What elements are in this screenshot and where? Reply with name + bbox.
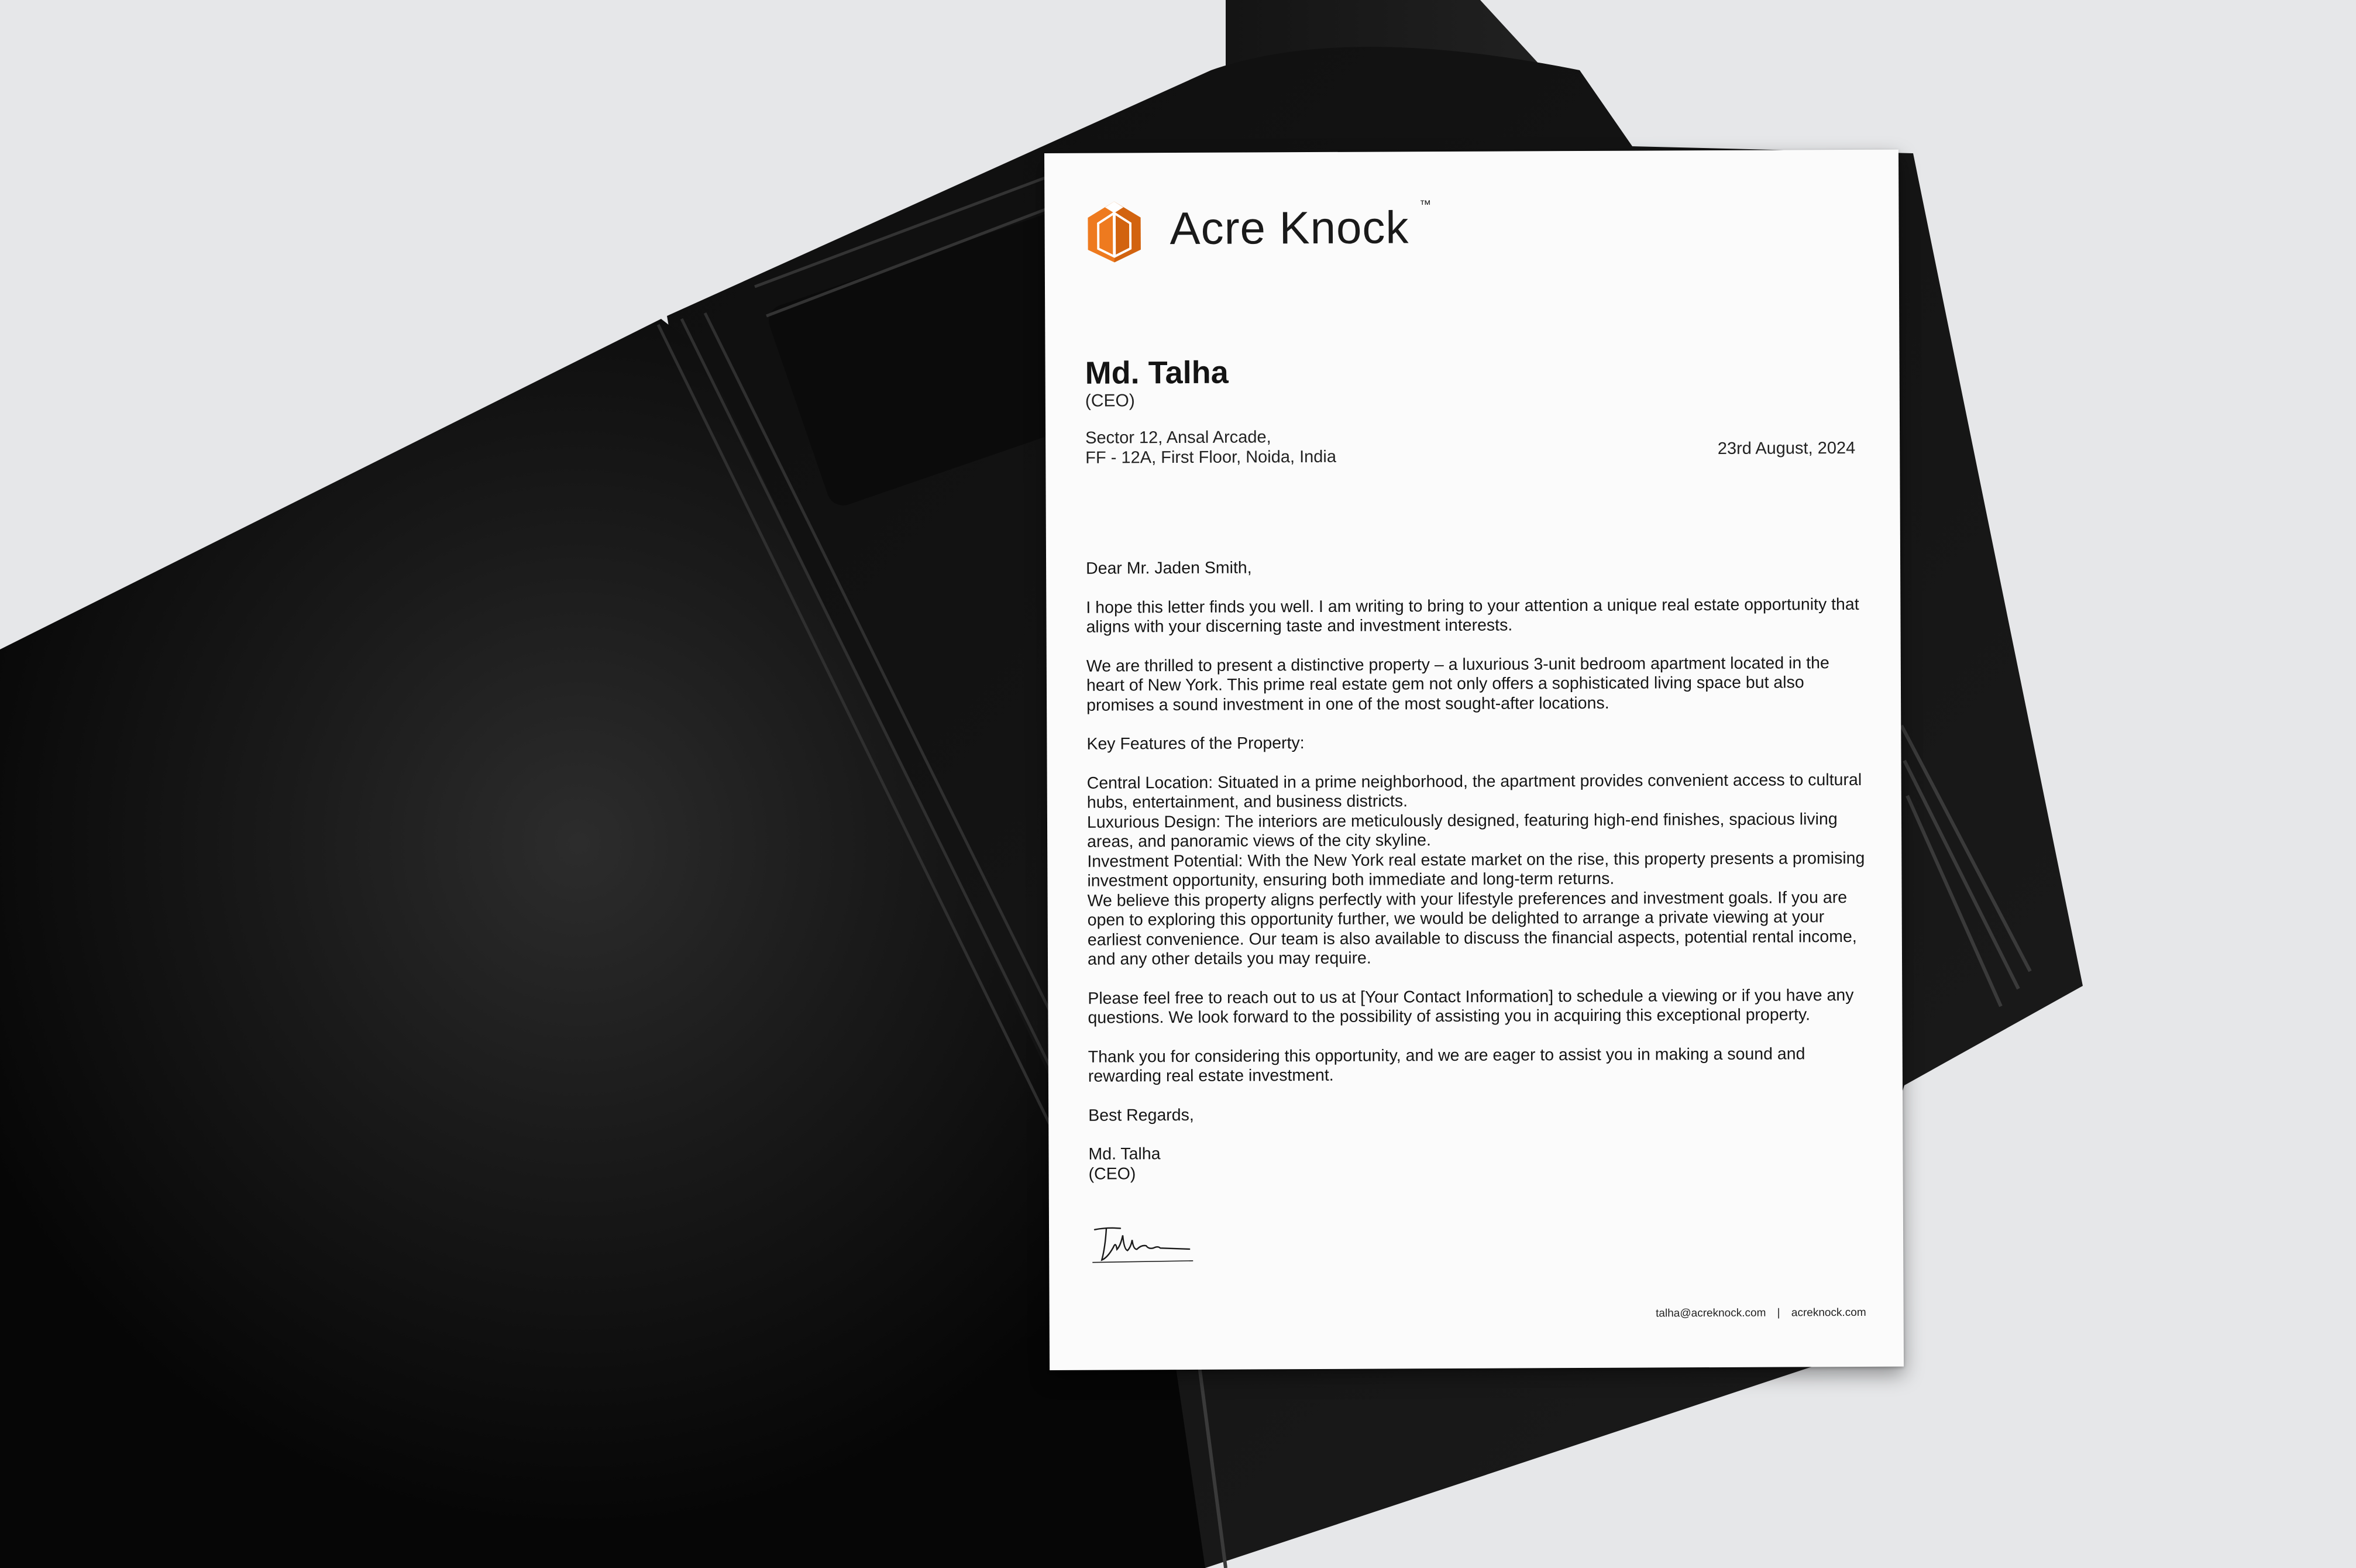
sender-title: (CEO) — [1085, 391, 1135, 411]
letter-body — [1086, 556, 1867, 1184]
letter-sheet — [1044, 150, 1904, 1370]
paragraph-property: We are thrilled to present a distinctive property – a luxurious 3-unit bedroom apartment located in the heart of New York. This prime real estate gem not only offers a sophisticated living space but also promises a sound investment in one of the most sought-after locations. — [1086, 653, 1829, 715]
footer-website: acreknock.com — [1791, 1306, 1866, 1319]
handwritten-signature — [1090, 1223, 1195, 1271]
feature-investment-potential: Investment Potential: With the New York real estate market on the rise, this property presents a promising investment opportunity, ensuring both immediate and long-term returns. — [1087, 848, 1865, 890]
salutation: Dear Mr. Jaden Smith, — [1086, 558, 1252, 578]
paragraph-thanks: Thank you for considering this opportunity, and we are eager to assist you in making a sound and rewarding real estate investment. — [1088, 1044, 1805, 1086]
paragraph-contact: Please feel free to reach out to us at [Your Contact Information] to schedule a viewing or if you have any questions. We look forward to the possibility of assisting you in acquiring this exceptional property. — [1088, 985, 1854, 1027]
address-line-1: Sector 12, Ansal Arcade, — [1085, 428, 1271, 448]
footer-email: talha@acreknock.com — [1656, 1306, 1766, 1320]
paragraph-intro: I hope this letter finds you well. I am writing to bring to your attention a unique real estate opportunity that aligns with your discerning taste and investment interests. — [1086, 594, 1859, 637]
closing: Best Regards, — [1088, 1105, 1194, 1125]
letter-footer — [1656, 1306, 1866, 1321]
paragraph-viewing: We believe this property aligns perfectly with your lifestyle preferences and investment goals. If you are open to exploring this opportunity further, we would be delighted to arrange a private viewing at your earliest convenience. Our team is also available to discuss the financial aspects, potential rental income, and any other details you may require. — [1087, 888, 1857, 969]
address-line-2: FF - 12A, First Floor, Noida, India — [1085, 447, 1337, 467]
feature-luxurious-design: Luxurious Design: The interiors are meticulously designed, featuring high-end finishes, spacious living areas, and panoramic views of the city skyline. — [1086, 809, 1838, 851]
footer-separator: | — [1777, 1306, 1780, 1319]
letter-date: 23rd August, 2024 — [1717, 438, 1856, 458]
closing-title: (CEO) — [1088, 1164, 1136, 1184]
trademark-symbol: ™ — [1419, 198, 1432, 211]
features-heading: Key Features of the Property: — [1086, 734, 1305, 754]
sender-address — [1085, 427, 1336, 468]
letterhead-logo — [1085, 198, 1432, 264]
sender-name: Md. Talha — [1085, 355, 1229, 391]
closing-name: Md. Talha — [1088, 1144, 1161, 1164]
feature-central-location: Central Location: Situated in a prime neighborhood, the apartment provides convenient access to cultural hubs, entertainment, and business districts. — [1086, 770, 1862, 812]
acre-knock-logo-icon — [1085, 200, 1143, 264]
brand-name: Acre Knock ™ — [1170, 198, 1432, 254]
